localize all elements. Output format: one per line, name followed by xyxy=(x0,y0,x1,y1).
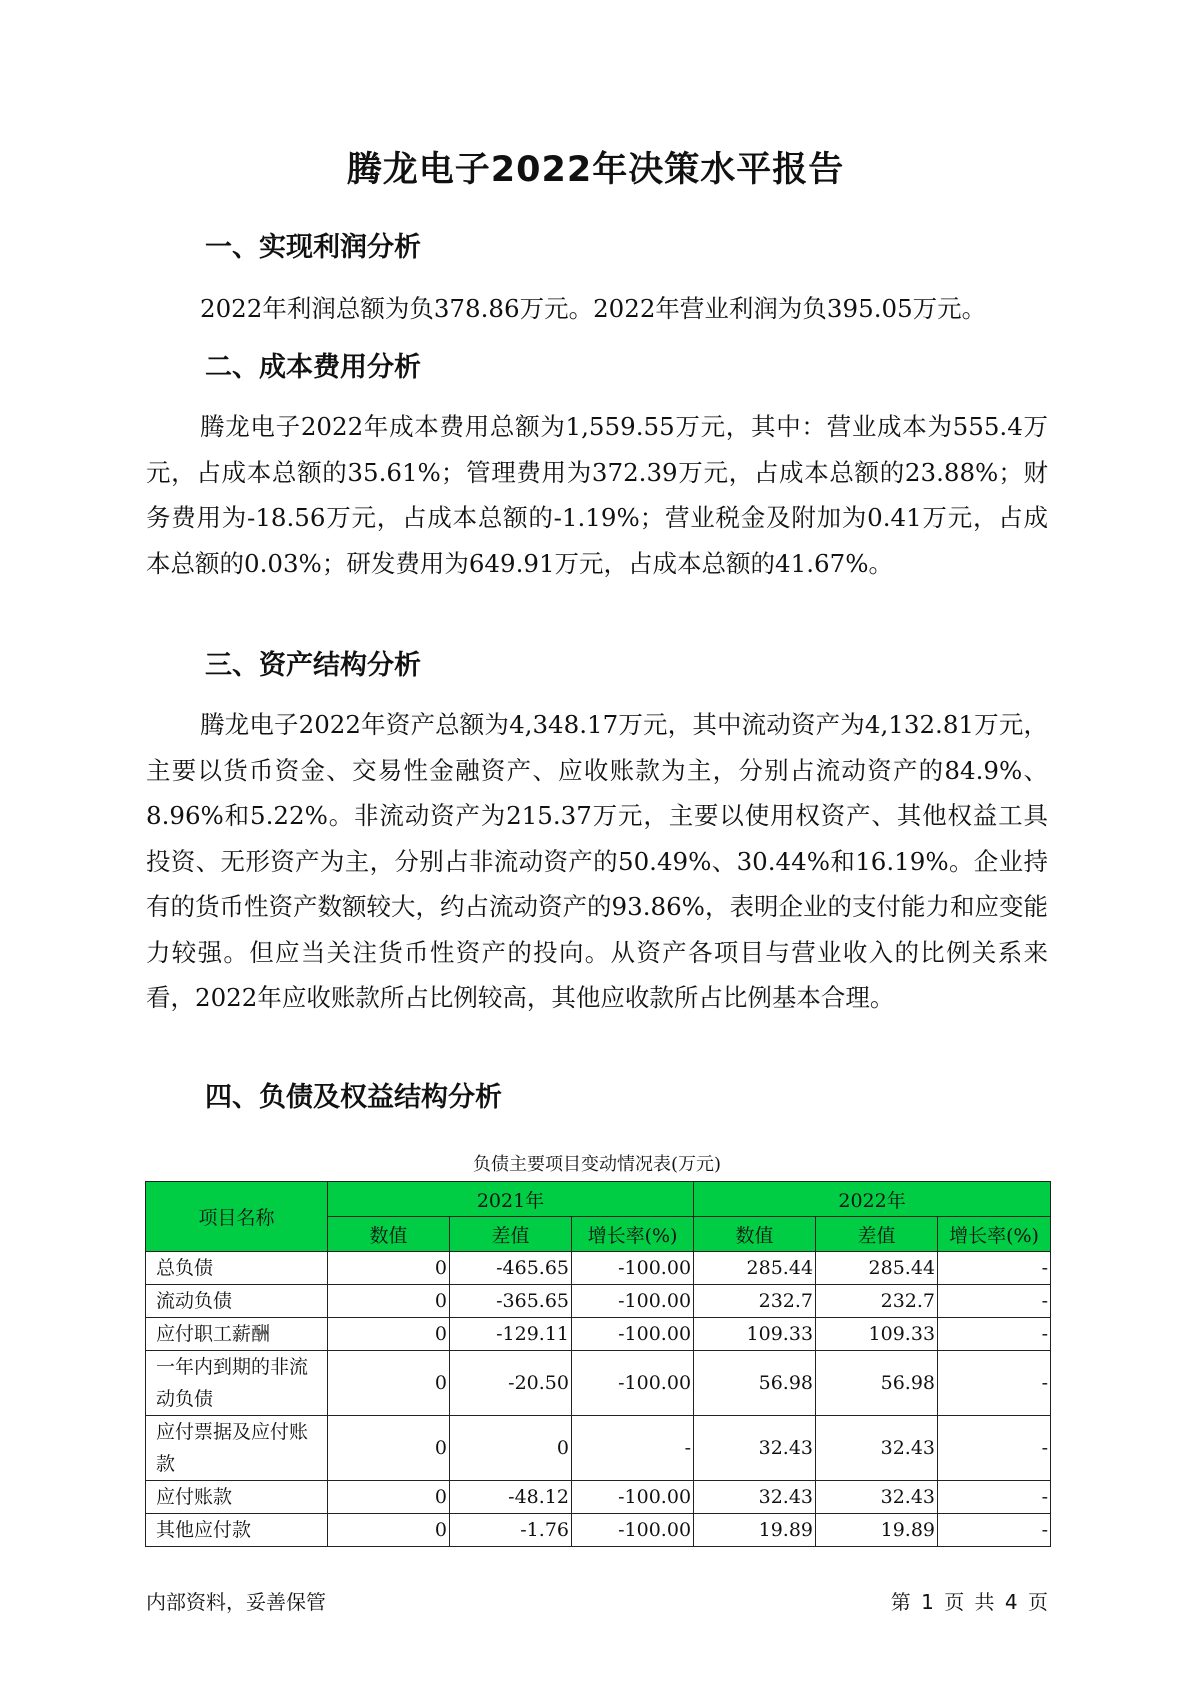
page-title: 腾龙电子2022年决策水平报告 xyxy=(346,150,845,190)
cell: - xyxy=(938,1416,1051,1481)
table-row xyxy=(146,1252,1051,1285)
cell: 32.43 xyxy=(816,1481,938,1514)
cell: - xyxy=(938,1285,1051,1318)
cell: - xyxy=(938,1481,1051,1514)
cell: 232.7 xyxy=(816,1285,938,1318)
row-name: 应付票据及应付账款 xyxy=(146,1416,328,1481)
cell: 0 xyxy=(328,1481,450,1514)
cell: - xyxy=(938,1351,1051,1416)
liabilities-table xyxy=(145,1181,1051,1547)
table-row xyxy=(146,1416,1051,1481)
cell: -100.00 xyxy=(572,1318,694,1351)
subheader-growth-2022: 增长率(%) xyxy=(938,1217,1051,1252)
cell: -1.76 xyxy=(450,1514,572,1547)
cell: -100.00 xyxy=(572,1514,694,1547)
header-item-name: 项目名称 xyxy=(146,1182,328,1252)
table-row xyxy=(146,1285,1051,1318)
cell: 19.89 xyxy=(694,1514,816,1547)
row-name: 应付账款 xyxy=(146,1481,328,1514)
paragraph-assets: 腾龙电子2022年资产总额为4,348.17万元，其中流动资产为4,132.81万元，主要以货币资金、交易性金融资产、应收账款为主，分别占流动资产的84.9%、8.96%和5.22%。非流动资产为215.37万元，主要以使用权资产、其他权益工具投资、无形资产为主，分别占非流动资产的50.49%、30.44%和16.19%。企业持有的货币性资产数额较大，约占流动资产的93.86%，表明企业的支付能力和应变能力较强。但应当关注货币性资产的投向。从资产各项目与营业收入的比例关系来看，2022年应收账款所占比例较高，其他应收款所占比例基本合理。 xyxy=(146,710,1048,1012)
cell: 56.98 xyxy=(694,1351,816,1416)
table-row xyxy=(146,1318,1051,1351)
section-heading-assets: 三、资产结构分析 xyxy=(205,650,421,681)
cell: 232.7 xyxy=(694,1285,816,1318)
cell: 32.43 xyxy=(694,1481,816,1514)
cell: 0 xyxy=(328,1285,450,1318)
cell: - xyxy=(938,1252,1051,1285)
footer-page-number: 第 1 页 共 4 页 xyxy=(890,1590,1048,1614)
cell: -100.00 xyxy=(572,1285,694,1318)
cell: - xyxy=(938,1318,1051,1351)
table-row xyxy=(146,1351,1051,1416)
cell: -365.65 xyxy=(450,1285,572,1318)
table-row xyxy=(146,1481,1051,1514)
row-name: 一年内到期的非流动负债 xyxy=(146,1351,328,1416)
section-heading-profit: 一、实现利润分析 xyxy=(205,232,421,263)
cell: - xyxy=(572,1416,694,1481)
cell: 32.43 xyxy=(816,1416,938,1481)
row-name: 其他应付款 xyxy=(146,1514,328,1547)
cell: 19.89 xyxy=(816,1514,938,1547)
footer-confidential-note: 内部资料，妥善保管 xyxy=(146,1590,326,1614)
row-name: 总负债 xyxy=(146,1252,328,1285)
header-year-2022: 2022年 xyxy=(694,1182,1051,1217)
row-name: 流动负债 xyxy=(146,1285,328,1318)
subheader-diff-2022: 差值 xyxy=(816,1217,938,1252)
cell: 0 xyxy=(328,1318,450,1351)
table-row xyxy=(146,1514,1051,1547)
cell: -100.00 xyxy=(572,1481,694,1514)
row-name: 应付职工薪酬 xyxy=(146,1318,328,1351)
section-heading-liabilities: 四、负债及权益结构分析 xyxy=(205,1082,502,1113)
cell: 56.98 xyxy=(816,1351,938,1416)
cell: 32.43 xyxy=(694,1416,816,1481)
subheader-diff-2021: 差值 xyxy=(450,1217,572,1252)
section-heading-cost: 二、成本费用分析 xyxy=(205,352,421,383)
cell: -465.65 xyxy=(450,1252,572,1285)
cell: 109.33 xyxy=(694,1318,816,1351)
cell: 285.44 xyxy=(694,1252,816,1285)
cell: -129.11 xyxy=(450,1318,572,1351)
cell: -20.50 xyxy=(450,1351,572,1416)
paragraph-cost: 腾龙电子2022年成本费用总额为1,559.55万元，其中：营业成本为555.4万元，占成本总额的35.61%；管理费用为372.39万元，占成本总额的23.88%；财务费用为-18.56万元，占成本总额的-1.19%；营业税金及附加为0.41万元，占成本总额的0.03%；研发费用为649.91万元，占成本总额的41.67%。 xyxy=(146,412,1048,578)
cell: 285.44 xyxy=(816,1252,938,1285)
cell: -100.00 xyxy=(572,1252,694,1285)
subheader-value-2022: 数值 xyxy=(694,1217,816,1252)
table-header-row xyxy=(146,1182,1051,1217)
cell: 0 xyxy=(328,1351,450,1416)
cell: -100.00 xyxy=(572,1351,694,1416)
cell: -48.12 xyxy=(450,1481,572,1514)
cell: - xyxy=(938,1514,1051,1547)
cell: 0 xyxy=(328,1416,450,1481)
cell: 109.33 xyxy=(816,1318,938,1351)
table-caption: 负债主要项目变动情况表(万元) xyxy=(472,1154,722,1175)
header-year-2021: 2021年 xyxy=(328,1182,694,1217)
cell: 0 xyxy=(328,1252,450,1285)
subheader-value-2021: 数值 xyxy=(328,1217,450,1252)
cell: 0 xyxy=(450,1416,572,1481)
subheader-growth-2021: 增长率(%) xyxy=(572,1217,694,1252)
cell: 0 xyxy=(328,1514,450,1547)
paragraph-profit: 2022年利润总额为负378.86万元。2022年营业利润为负395.05万元。 xyxy=(200,294,987,323)
